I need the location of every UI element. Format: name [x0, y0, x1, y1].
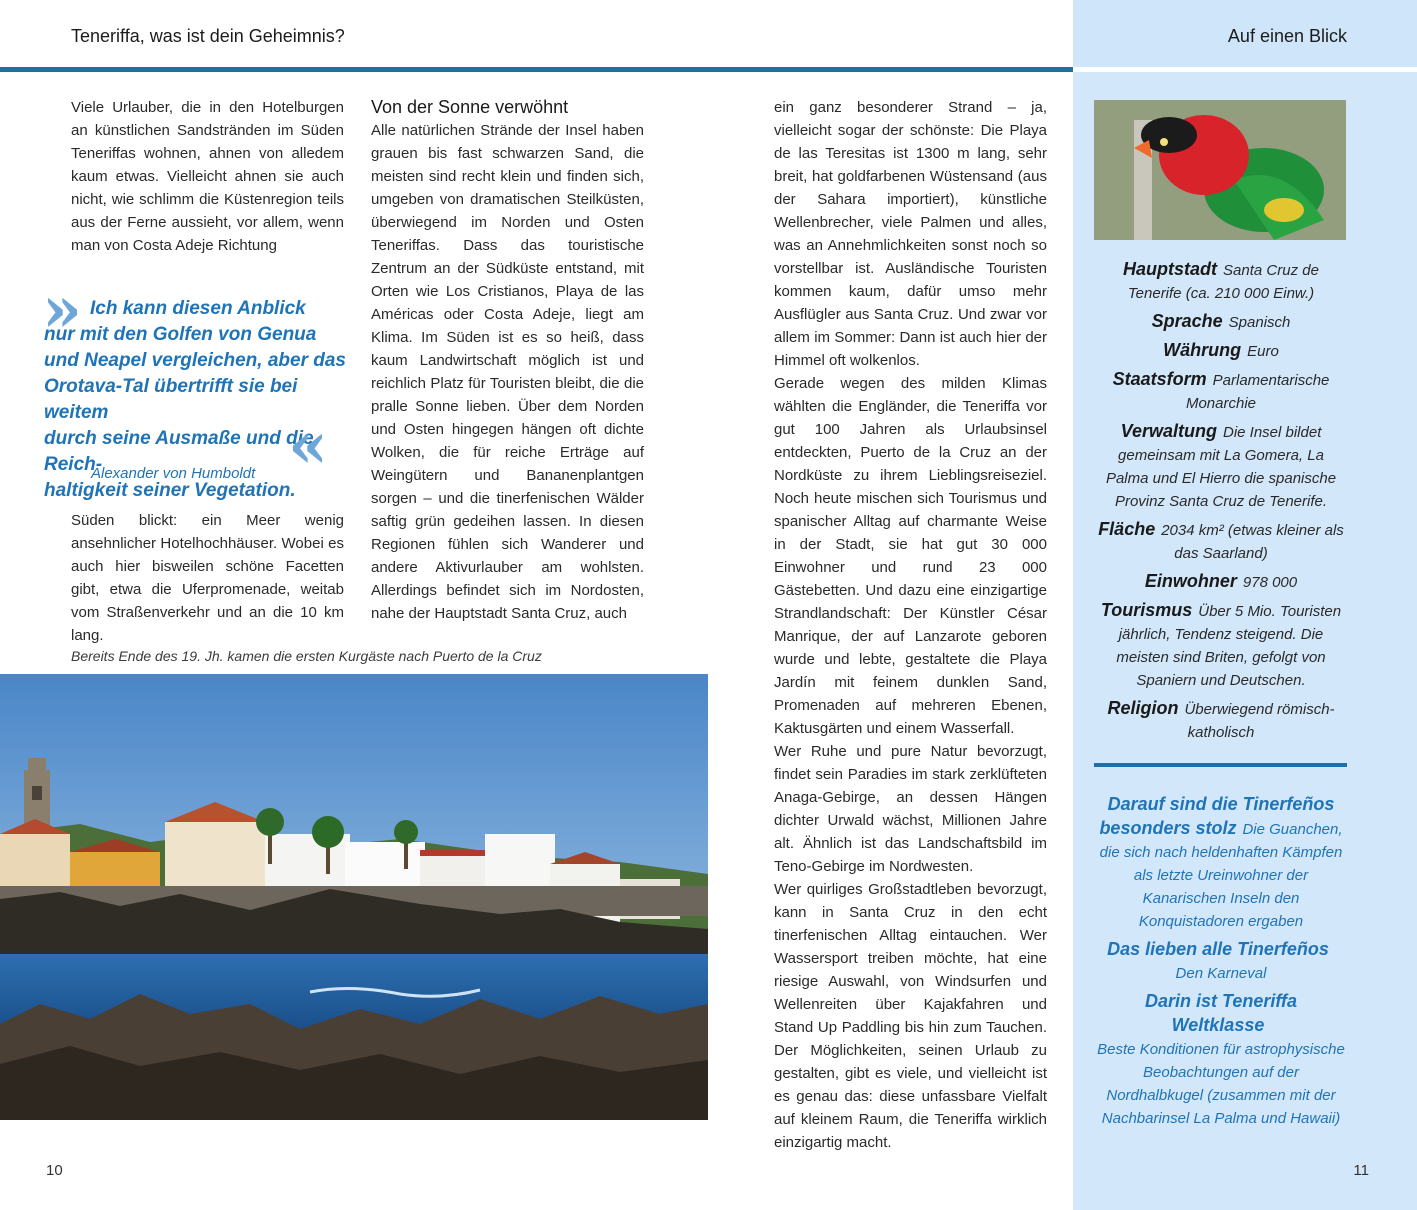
fact-item: Tourismus Über 5 Mio. Touristen jährlich, Tendenz steigend. Die meisten sind Briten, gefolgt von Spaniern und Deutschen.	[1100, 600, 1342, 689]
quote-line: durch seine Ausmaße und die Reich-	[44, 428, 314, 475]
body-text: Wer Ruhe und pure Natur bevorzugt, findet sein Paradies im stark zerklüfteten Anaga-Gebirge, an dessen Hängen dichter Urwald wächst, Millionen Jahre alt. Ähnlich ist das Landschaftsbild im Teno-Gebirge im Nordwesten.	[774, 743, 1047, 875]
fact-item: Hauptstadt Santa Cruz de Tenerife (ca. 210 000 Einw.)	[1123, 259, 1319, 302]
column3	[774, 96, 1047, 1154]
quote-line: und Neapel vergleichen, aber das	[44, 350, 346, 371]
page-number-left: 10	[46, 1162, 63, 1179]
fact-item: Staatsform Parlamentarische Monarchie	[1112, 369, 1330, 412]
fact-item: Verwaltung Die Insel bildet gemeinsam mit La Gomera, La Palma und El Hierro die spanische Provinz Santa Cruz de Tenerife.	[1105, 421, 1337, 510]
header-rule	[0, 67, 1073, 72]
quote-line: nur mit den Golfen von Genua	[44, 324, 317, 345]
pride-list	[1095, 793, 1347, 1135]
quote-line: haltigkeit seiner Vegetation.	[44, 480, 296, 501]
body-text: Süden blickt: ein Meer wenig ansehnlicher Hotelhochhäuser. Wobei es auch hier bisweilen schöne Facetten gibt, etwa die Uferpromenade, weitab vom Straßenverkehr und an die 10 km lang.	[71, 512, 344, 644]
quote-open-icon: »	[42, 272, 72, 347]
fact-item: Religion Überwiegend römisch-katholisch	[1107, 698, 1335, 741]
quote-line: Orotava-Tal übertrifft sie bei weitem	[44, 376, 298, 423]
section-subhead: Von der Sonne verwöhnt	[371, 97, 569, 117]
fact-list	[1095, 258, 1347, 749]
fact-item: Währung Euro	[1163, 340, 1279, 360]
parrot-photo	[1094, 100, 1346, 240]
sidebar-rule	[1094, 763, 1347, 767]
body-text: Viele Urlauber, die in den Hotelburgen an künstlichen Sandstränden im Süden Teneriffas wohnen, ahnen von alledem kaum etwas. Vielleicht ahnen sie auch nicht, wie schlimm die Küstenregion teils aus der Ferne aussieht, vor allem, wenn man von Costa Adeje Richtung	[71, 99, 344, 254]
pride-item: Darin ist Teneriffa Weltklasse Beste Konditionen für astrophysische Beobachtungen auf der Nordhalbkugel (zusammen mit der Nachbarinsel La Palma und Hawaii)	[1097, 991, 1345, 1127]
sidebar-title: Auf einen Blick	[1227, 26, 1347, 46]
pride-item: Darauf sind die Tinerfeños besonders stolz Die Guanchen, die sich nach heldenhaften Kämpfen als letzte Ureinwohner der Kanarischen Inseln den Konquistadoren ergaben	[1099, 794, 1343, 930]
body-text: Alle natürlichen Strände der Insel haben grauen bis fast schwarzen Sand, die meisten sind recht klein und finden sich, umgeben von dramatischen Steilküsten, überwiegend im Norden und Osten Teneriffas. Dass das touristische Zentrum an der Südküste entstand, mit Orten wie Los Cristianos, Playa de las Américas oder Costa Adeje, liegt am Klima. Im Süden ist es so heiß, dass kaum Landwirtschaft möglich ist und reichlich Platz für Touristen bleibt, die die pralle Sonne lieben. Über dem Norden und Osten hingegen hängen oft dichte Wolken, die für reiche Erträge auf Weingütern und Bananenplantgen sorgen – und die tinerfenischen Wälder saftig grün gedeihen lassen. In diesen Regionen fühlen sich Wanderer und andere Aktivurlauber am wohlsten. Allerdings befindet sich im Nordosten, nahe der Hauptstadt Santa Cruz, auch	[371, 122, 644, 622]
column1-paragraph2	[71, 509, 344, 647]
fact-item: Sprache Spanisch	[1151, 311, 1291, 331]
quote-close-icon: «	[288, 408, 318, 483]
body-text: Wer quirliges Großstadtleben bevorzugt, kann in Santa Cruz in den echt tinerfenischen Alltag eintauchen. Wer Wassersport treiben möchte, hat eine riesige Auswahl, von Windsurfen und Wellenreiten über Kajakfahren und Stand Up Paddling bis hin zum Tauchen. Der Möglichkeiten, seinen Urlaub zu gestalten, gibt es viele, und vielleicht ist es genau das: diese unfassbare Vielfalt auf kleinem Raum, die Teneriffa wirklich einzigartig macht.	[774, 881, 1047, 1151]
body-text: ein ganz besonderer Strand – ja, vielleicht sogar der schönste: Die Playa de las Teresitas ist 1300 m lang, sehr breit, hat goldfarbenen Wüstensand (aus der Sahara importiert), künstliche Wellenbrecher, viele Palmen und alles, was an Annehmlichkeiten sonst noch so vorstellbar ist. Ausländische Touristen kommen kaum, dafür umso mehr Ausflügler aus Santa Cruz. Und zwar vor allem im Sommer: Dann ist auch hier der Himmel oft wolkenlos.	[774, 99, 1047, 369]
page-number-right: 11	[1353, 1162, 1369, 1179]
fact-item: Einwohner 978 000	[1144, 571, 1298, 591]
fact-item: Fläche 2034 km² (etwas kleiner als das Saarland)	[1098, 519, 1344, 562]
photo-caption: Bereits Ende des 19. Jh. kamen die ersten Kurgäste nach Puerto de la Cruz	[71, 648, 542, 664]
body-text: Gerade wegen des milden Klimas wählten die Engländer, die Teneriffa vor gut 100 Jahren als Urlaubsinsel entdeckten, Puerto de la Cruz an der Nordküste zu ihrem Lieblingsreiseziel. Noch heute mischen sich Tourismus und spanischer Alltag auf charmante Weise in der Stadt, sie hat gut 30 000 Einwohner und rund 23 000 Gästebetten. Und dazu eine einzigartige Strandlandschaft: Der Künstler César Manrique, der auf Lanzarote geboren wurde und lebte, gestaltete die Playa Jardín mit feinem dunklen Sand, Promenaden auf mehreren Ebenen, Kaktusgärten und einem Wasserfall.	[774, 375, 1047, 737]
pride-item: Das lieben alle Tinerfeños Den Karneval	[1107, 939, 1329, 982]
column1-paragraph1	[71, 96, 344, 257]
page-title: Teneriffa, was ist dein Geheimnis?	[71, 26, 345, 46]
sidebar-divider	[1073, 67, 1417, 72]
coastline-photo	[0, 674, 708, 1120]
quote-line: Ich kann diesen Anblick	[90, 298, 306, 319]
column2	[371, 96, 644, 625]
quote-author: Alexander von Humboldt	[91, 465, 256, 482]
